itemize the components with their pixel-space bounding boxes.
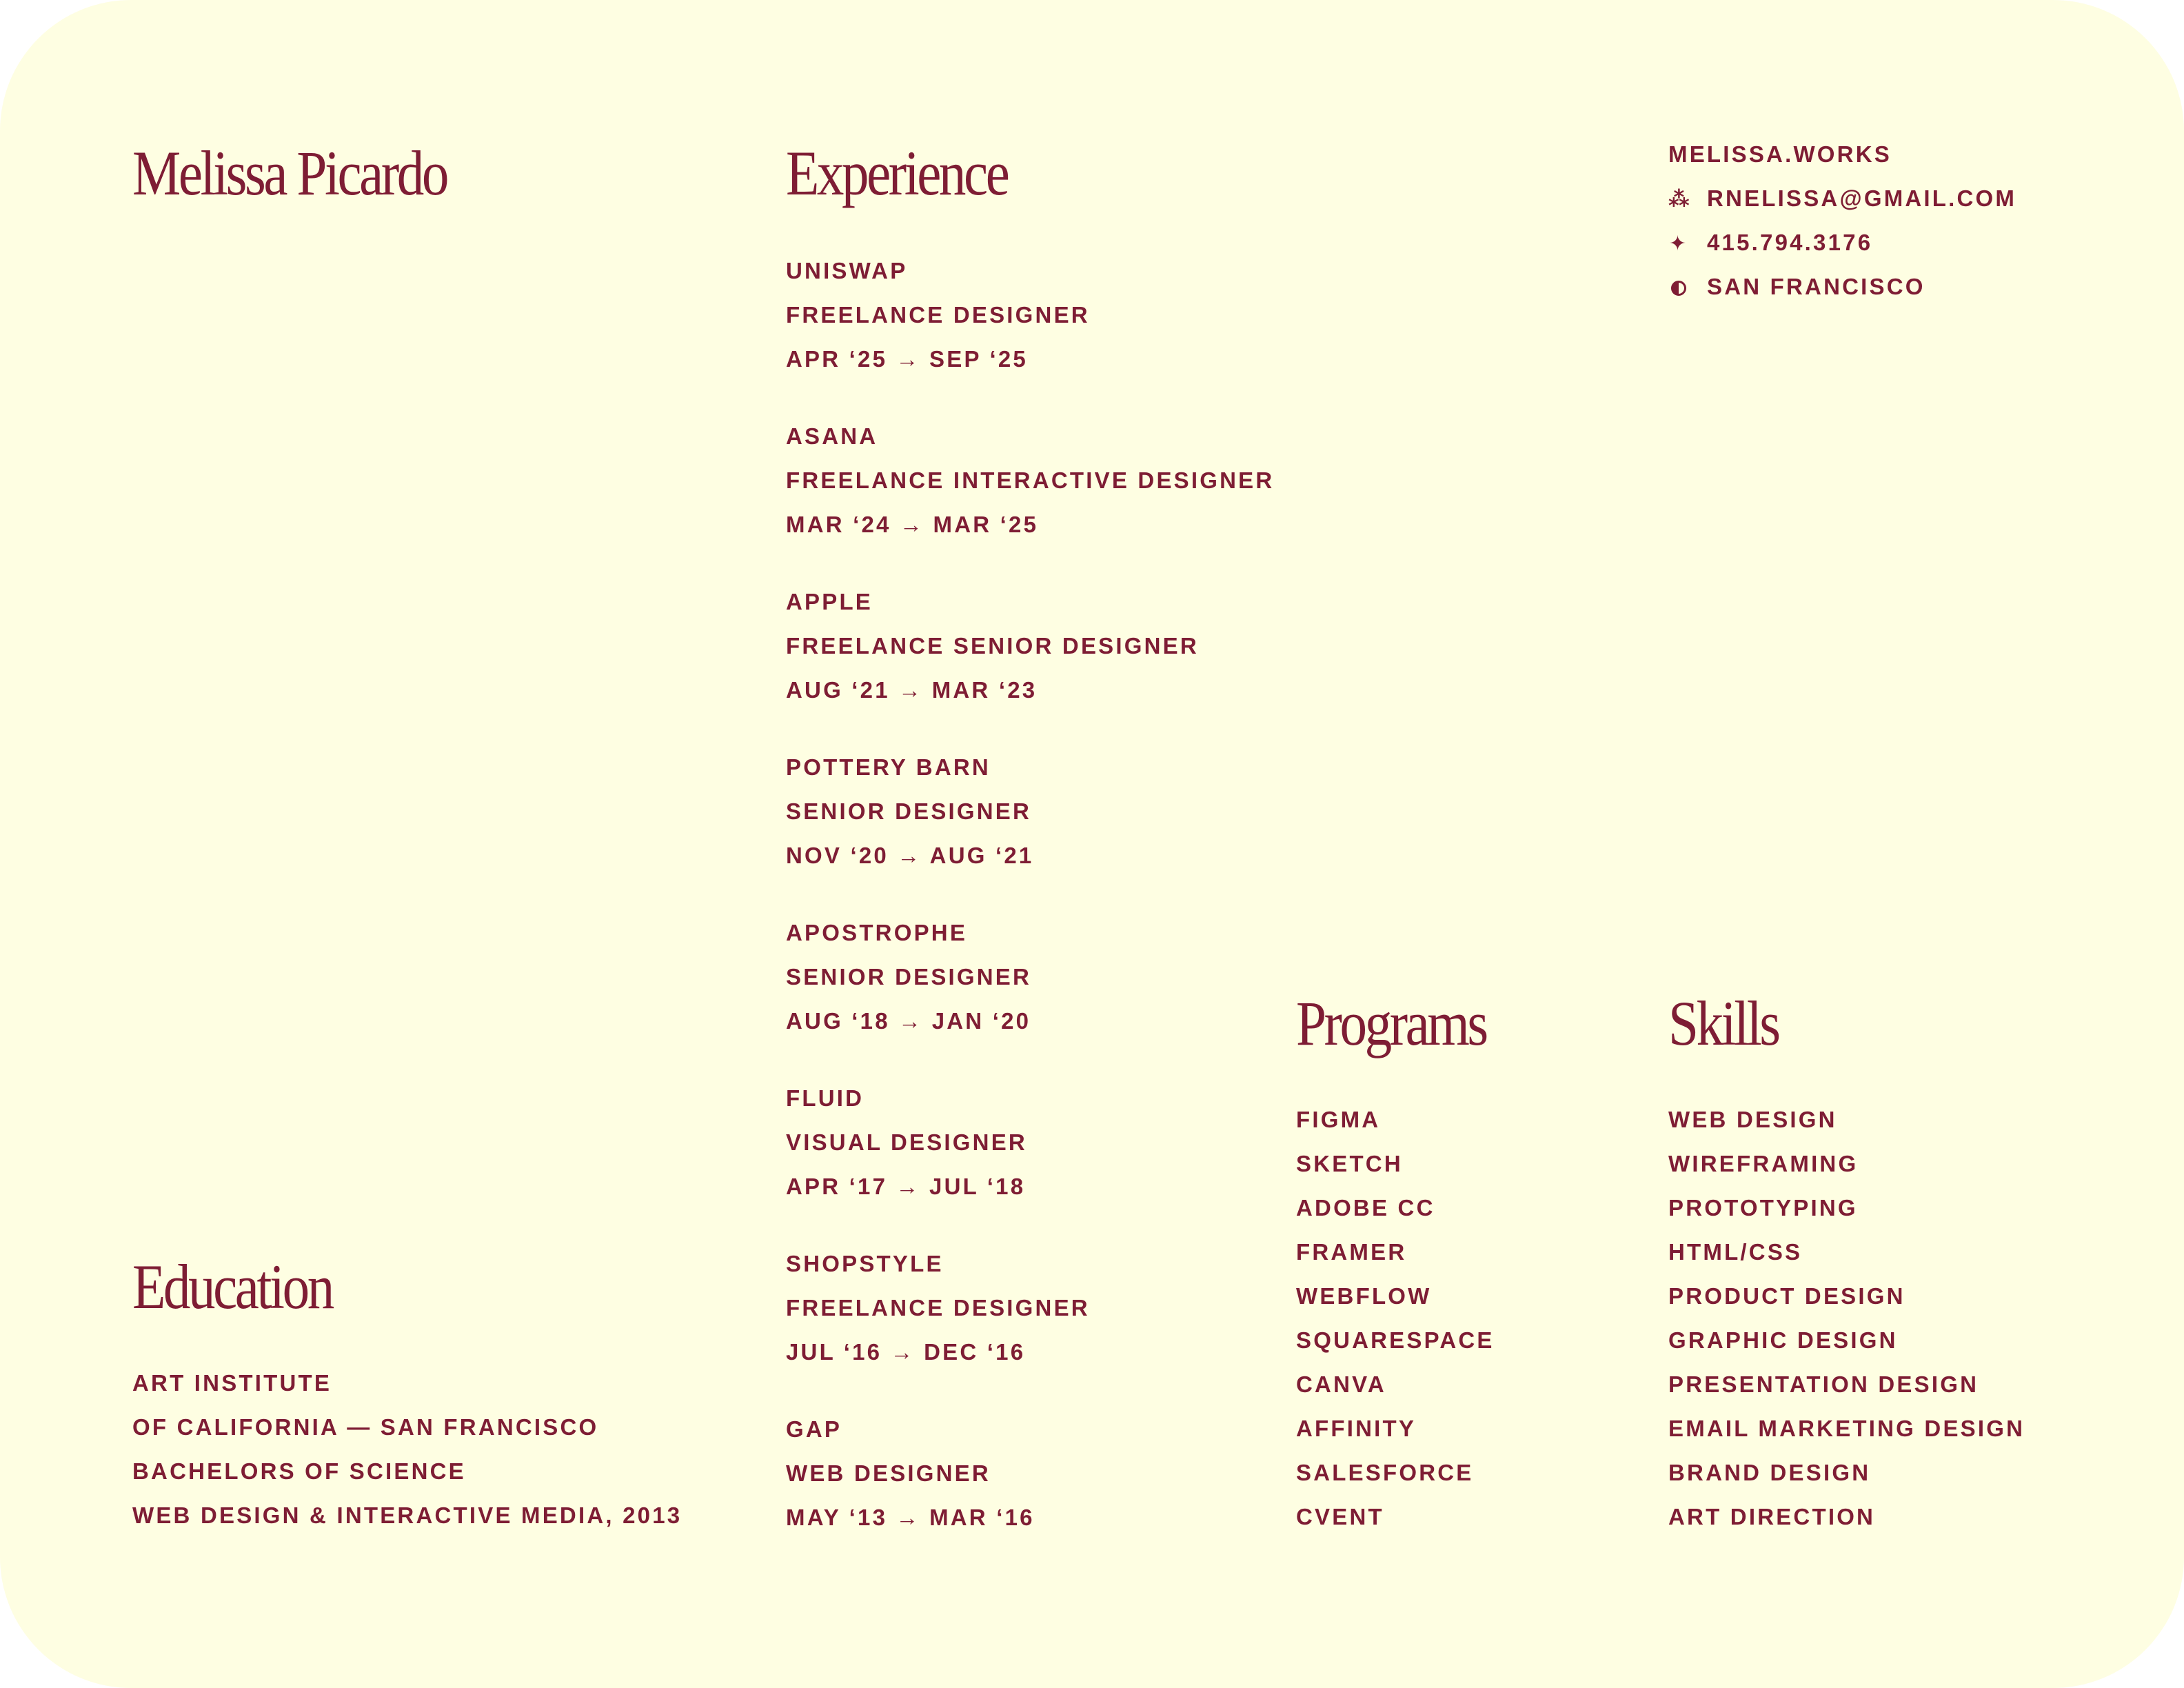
job-title: SENIOR DESIGNER — [786, 964, 1032, 989]
email-row — [1668, 177, 2110, 221]
programs-section — [1296, 988, 1655, 1539]
job-dates: MAR ‘24 → MAR ‘25 — [786, 512, 1039, 537]
skills-heading: Skills — [1668, 988, 1779, 1058]
job-dates: JUL ‘16 → DEC ‘16 — [786, 1339, 1026, 1365]
skill-item: PRODUCT DESIGN — [1668, 1283, 1905, 1309]
phone-number[interactable]: 415.794.3176 — [1707, 230, 1873, 255]
job-company: APPLE — [786, 589, 873, 614]
skill-item: ART DIRECTION — [1668, 1504, 1876, 1529]
education-line: OF CALIFORNIA — SAN FRANCISCO — [132, 1414, 599, 1440]
job-company: POTTERY BARN — [786, 754, 991, 780]
website-link[interactable]: MELISSA.WORKS — [1668, 141, 1892, 167]
location-row — [1668, 265, 2110, 309]
experience-heading: Experience — [786, 138, 1008, 208]
program-item: SALESFORCE — [1296, 1460, 1474, 1485]
job-dates: APR ‘17 → JUL ‘18 — [786, 1174, 1026, 1199]
sparkles-icon: ⁂ — [1668, 188, 1692, 212]
education-line: BACHELORS OF SCIENCE — [132, 1458, 466, 1484]
program-item: AFFINITY — [1296, 1416, 1417, 1441]
program-item: SQUARESPACE — [1296, 1327, 1495, 1353]
job-company: APOSTROPHE — [786, 920, 968, 945]
contact-section — [1668, 132, 2110, 309]
skill-item: PROTOTYPING — [1668, 1195, 1858, 1220]
job-dates: NOV ‘20 → AUG ‘21 — [786, 843, 1034, 868]
job-title: VISUAL DESIGNER — [786, 1129, 1027, 1155]
job-entry — [786, 1407, 1296, 1540]
skill-item: WEB DESIGN — [1668, 1107, 1837, 1132]
education-line: WEB DESIGN & INTERACTIVE MEDIA, 2013 — [132, 1503, 682, 1528]
four-point-star-icon: ✦ — [1668, 232, 1689, 256]
education-line: ART INSTITUTE — [132, 1370, 332, 1396]
education-heading: Education — [132, 1252, 332, 1322]
skill-item: WIREFRAMING — [1668, 1151, 1859, 1176]
experience-section — [786, 138, 1296, 1540]
job-entry — [786, 580, 1296, 712]
skill-item: HTML/CSS — [1668, 1239, 1803, 1265]
job-company: SHOPSTYLE — [786, 1251, 944, 1276]
education-section — [132, 1252, 753, 1538]
program-item: FRAMER — [1296, 1239, 1407, 1265]
job-company: UNISWAP — [786, 258, 908, 283]
job-entry — [786, 414, 1296, 547]
program-item: SKETCH — [1296, 1151, 1403, 1176]
program-item: CVENT — [1296, 1504, 1384, 1529]
skills-section — [1668, 988, 2110, 1539]
program-item: ADOBE CC — [1296, 1195, 1435, 1220]
skill-item: EMAIL MARKETING DESIGN — [1668, 1416, 2025, 1441]
job-title: SENIOR DESIGNER — [786, 798, 1032, 824]
location-text: SAN FRANCISCO — [1707, 274, 1925, 299]
programs-heading: Programs — [1296, 988, 1486, 1058]
job-title: FREELANCE INTERACTIVE DESIGNER — [786, 468, 1275, 493]
job-entry — [786, 1242, 1296, 1374]
job-title: FREELANCE SENIOR DESIGNER — [786, 633, 1199, 659]
skill-item: GRAPHIC DESIGN — [1668, 1327, 1898, 1353]
job-dates: AUG ‘18 → JAN ‘20 — [786, 1008, 1031, 1034]
job-entry — [786, 1076, 1296, 1209]
job-dates: MAY ‘13 → MAR ‘16 — [786, 1505, 1035, 1530]
program-item: FIGMA — [1296, 1107, 1381, 1132]
job-title: FREELANCE DESIGNER — [786, 302, 1090, 328]
job-dates: AUG ‘21 → MAR ‘23 — [786, 677, 1038, 703]
program-item: CANVA — [1296, 1372, 1386, 1397]
job-company: ASANA — [786, 423, 878, 449]
half-circle-icon — [1668, 266, 1689, 310]
job-title: WEB DESIGNER — [786, 1460, 991, 1486]
email-link[interactable]: RNELISSA@GMAIL.COM — [1707, 185, 2017, 211]
experience-list — [786, 249, 1296, 1540]
job-company: GAP — [786, 1416, 842, 1442]
person-name: Melissa Picardo — [132, 138, 447, 208]
job-title: FREELANCE DESIGNER — [786, 1295, 1090, 1320]
skill-item: BRAND DESIGN — [1668, 1460, 1871, 1485]
program-item: WEBFLOW — [1296, 1283, 1432, 1309]
job-entry — [786, 745, 1296, 878]
job-entry — [786, 249, 1296, 381]
job-dates: APR ‘25 → SEP ‘25 — [786, 346, 1028, 372]
job-company: FLUID — [786, 1085, 865, 1111]
name-block — [132, 138, 498, 208]
phone-row — [1668, 221, 2110, 265]
skill-item: PRESENTATION DESIGN — [1668, 1372, 1979, 1397]
job-entry — [786, 911, 1296, 1043]
